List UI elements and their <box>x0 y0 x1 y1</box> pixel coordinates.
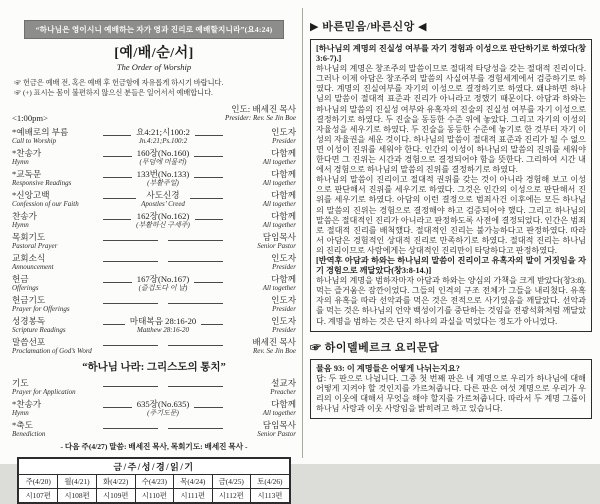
item-role-en: Senior Pastor <box>257 242 296 251</box>
reading-passage: 시107편 <box>18 489 57 504</box>
item-role-en: Presider <box>272 305 296 314</box>
item-role-en: Senior Pastor <box>257 429 296 438</box>
leader-line <box>191 274 226 293</box>
order-item-hymn-1 <box>12 148 296 167</box>
item-content: 162장(No.162) <box>136 211 190 222</box>
leader-line <box>187 190 226 209</box>
leader-line <box>165 420 226 439</box>
item-content: 사도신경 <box>146 190 180 201</box>
doctrine-text-box <box>310 39 592 332</box>
item-label-en: Call to Worship <box>12 137 57 146</box>
leader-line <box>100 232 161 251</box>
item-role: 다함께 <box>271 169 296 180</box>
order-item-scripture-readings <box>12 316 296 335</box>
item-role-en: All together <box>262 221 296 230</box>
presider-english: Presider: Rev. Se Jin Boe <box>225 114 296 123</box>
doctrine-paragraph-1: 하나님의 계명은 창조주의 말씀이므로 절대적 타당성을 갖는 절대적 진리이다. 그러나 이제 아담은 창조주의 말씀의 사실여부를 경험세계에서 검증하기로 하였다. 계명의 진실여부를 자기의 이성으로 결정하기로 하였다. 왜냐하면 하나님의 말씀이 절대적 표준과 진리가 아니라고 정했기 때문이다. 아담과 하와는 하나님의 말씀의 진실성 여부와 유혹자의 진술의 진실성 여부를 자기 이성으로 결정하기로 하였다. 두 진술을 동등한 수준 위에 놓았다. 그리고 자기의 이성의 자율성을 세우기로 하였다. 두 진술을 동등한 수준에 놓기로 한 것부터 자기 이성의 자율권을 세운 것이다. 하나님의 말씀이 절대적 표준과 진리가 될 수 없으면 이성이 진위를 세워야 한다. 인간의 이성이 하나님의 말씀의 진위를 세워야 한다면 그 진위는 시간과 경험으로 결정되어야 함을 뜻한다. 그리하여 시간 내에서 경험으로 하나님의 말씀의 진위를 결정하기로 하였다. <box>316 64 586 175</box>
item-role: 배세진 목사 <box>252 337 296 348</box>
leader-line <box>100 211 134 230</box>
item-role: 인도자 <box>271 253 296 264</box>
leader-line <box>100 148 135 167</box>
item-content: 마태복음 28:16-20 <box>129 316 197 327</box>
item-role: 인도자 <box>271 316 296 327</box>
item-role: 다함께 <box>271 190 296 201</box>
reading-day: 주(4/20) <box>18 475 57 489</box>
note-line: ☞ 헌금은 예배 전, 혹은 예배 후 헌금함에 자유롭게 하시기 바랍니다. <box>14 79 224 87</box>
reading-day: 월(4/21) <box>58 475 97 489</box>
doctrine-paragraph-2: 하나님의 말씀이 진리이고 절대적 권위를 갖는 것이 아니라 경험해 보고 이성으로 판단해서 진위를 세우기로 하였다. 그것은 인간의 이성으로 판단해서 진위를 세우기로 하였다. 아담의 이런 결정으로 범죄사건 이후에는 모든 하나님의 말씀의 진위는 경험으로 결정해야 하고 검증되어야 했다. 그리고 하나님의 말씀은 절대적인 진리가 아니라고 판정하도록 사전에 결정되었다. 인간은 범죄로 절대적 진리를 배척했다. 절대적인 진리는 불가능하다고 판정하였다. 따라서 아담은 경험적인 상대적 진리로 만족하기로 하였다. 절대적 진리는 하나님의 진리이므로 사람에게는 상대적인 진리만이 타당하다고 판정하였다. <box>316 175 586 255</box>
doctrine-column <box>310 18 592 419</box>
item-role-en: All together <box>262 200 296 209</box>
order-item-announcement <box>12 253 296 272</box>
item-label-en: Scripture Readings <box>12 326 66 335</box>
item-content-en: Matthew 28:16-20 <box>137 326 189 335</box>
item-label: 목회기도 <box>12 232 46 243</box>
item-label: 기도 <box>12 377 29 388</box>
reading-day: 토(4/26) <box>251 475 290 489</box>
leader-line <box>191 399 226 418</box>
item-role-en: All together <box>262 179 296 188</box>
reading-passage: 시108편 <box>58 489 97 504</box>
item-label: 헌금기도 <box>12 295 46 306</box>
item-label-en: Announcement <box>12 263 54 272</box>
item-role: 담임목사 <box>262 232 296 243</box>
item-role: 다함께 <box>271 274 296 285</box>
order-item-responsive-readings <box>12 169 296 188</box>
item-content-en: (부활하신 구세주) <box>136 221 190 230</box>
leader-line <box>100 190 139 209</box>
weekly-bible-reading-table <box>17 457 291 504</box>
order-of-worship-column <box>10 20 298 504</box>
leader-line <box>198 316 226 335</box>
item-role-en: Presider <box>272 263 296 272</box>
item-label-en: Prayer for Offerings <box>12 305 70 314</box>
reading-passage: 시113편 <box>251 489 290 504</box>
item-content-en: Apostles’ Creed <box>141 200 185 209</box>
item-content: 요4:21;시100:2 <box>136 127 190 138</box>
leader-line <box>100 169 135 188</box>
item-content-en: (무덤에 머물러) <box>139 158 187 167</box>
reading-passage: 시109편 <box>96 489 135 504</box>
order-item-hymn-3 <box>12 399 296 418</box>
item-label: *찬송가 <box>12 398 42 409</box>
item-role: 다함께 <box>271 211 296 222</box>
leader-line <box>165 253 226 272</box>
reading-passage: 시111편 <box>174 489 212 504</box>
order-item-proclamation <box>12 337 296 356</box>
item-label-en: Hymn <box>12 221 29 230</box>
leader-line <box>165 295 226 314</box>
reading-day: 수(4/23) <box>135 475 173 489</box>
leader-line <box>100 399 135 418</box>
item-content: 635장(No.635) <box>136 398 190 409</box>
item-role: 다함께 <box>271 148 296 159</box>
item-content-en: (즐겁도다 이 날) <box>138 284 188 293</box>
leader-line <box>192 127 226 146</box>
leader-line <box>100 420 161 439</box>
item-content: 133번(No.133) <box>136 169 190 180</box>
item-label-en: Responsive Readings <box>12 179 72 188</box>
next-week-notice: - 다음 주(4/27) 말씀: 배세진 목사, 목회기도: 배세진 목사 - <box>60 442 248 452</box>
order-item-offering-prayer <box>12 295 296 314</box>
item-label: *신앙고백 <box>12 190 50 201</box>
item-label: *예배로의 부름 <box>12 127 69 138</box>
page-title-english: The Order of Worship <box>116 62 192 72</box>
presider-info <box>225 104 296 123</box>
catechism-question: 물음 93: 이 계명들은 어떻게 나뉘는지요? <box>316 363 460 373</box>
leader-line <box>165 337 226 356</box>
order-item-hymn-2 <box>12 211 296 230</box>
item-role: 인도자 <box>271 127 296 138</box>
item-label-en: Pastoral Prayer <box>12 242 58 251</box>
item-role-en: Preacher <box>270 387 296 396</box>
doctrine-section-title: ▶ 바른믿음/바른신앙 ◀ <box>310 21 427 33</box>
column-divider <box>302 8 303 458</box>
item-role-en: All together <box>262 158 296 167</box>
leader-line <box>191 169 226 188</box>
item-content-en: Jn.4:21;Ps.100:2 <box>138 137 188 146</box>
order-item-offerings <box>12 274 296 293</box>
presider-korean: 인도: 배세진 목사 <box>231 104 296 115</box>
item-role: 담임목사 <box>262 419 296 430</box>
catechism-box <box>310 359 592 419</box>
doctrine-heading-2: [반역후 아담과 하와는 하나님의 말씀이 진리이고 유혹자의 말이 거짓임을 자기 경험으로 깨달았다(창3:8-14.)] <box>316 255 586 276</box>
item-content: 160장(No.160) <box>136 148 190 159</box>
item-label: 말씀선포 <box>12 337 46 348</box>
catechism-answer: 답: 두 판으로 나뉩니다. 그중 첫 번째 판은 네 계명으로 우리가 하나님에 대해 어떻게 지켜야 할 것인지를 가르쳐줍니다. 다른 판은 여섯 계명으로 우리가 우리의 이웃에 대해서 무엇을 해야 할지를 가르쳐줍니다. 따라서 두 계명 그룹이 하나님 사랑과 이웃 사랑임을 밝히려고 하고 있습니다. <box>316 373 586 413</box>
doctrine-heading-1: [하나님의 계명의 진실성 여부를 자기 경험과 이성으로 판단하기로 하였다(창3:6-7).] <box>316 44 586 64</box>
item-label-en: Confession of our Faith <box>12 200 79 209</box>
item-label-en: Prayer for Application <box>12 387 76 396</box>
leader-line <box>191 148 226 167</box>
item-label: 교회소식 <box>12 253 46 264</box>
order-item-benediction <box>12 420 296 439</box>
item-label: 성경봉독 <box>12 316 46 327</box>
item-label: 찬송가 <box>12 211 37 222</box>
order-item-pastoral-prayer <box>12 232 296 251</box>
doctrine-paragraph-3: 하나님의 계명을 범하자마자 아담과 하와는 양심의 가책을 크게 받았다(창3:8). 먹는 즐거움은 잠깐이었다. 그들의 인격의 구조 전체가 그들을 내리쳤다. 유혹자의 유혹을 따라 선악과를 먹은 것은 전적으로 사기였음을 깨달았다. 선악과를 먹는 것은 하나님의 언약 백성이기를 중단하는 것임을 전광석화처럼 깨달았다. 계명을 범하는 것은 단지 하나의 과실을 먹었다는 정도가 아니었다. <box>316 276 586 326</box>
item-label-en: Proclamation of God’s Word <box>12 347 92 356</box>
catechism-section-title: ☞ 하이델베르크 요리문답 <box>310 341 440 354</box>
leader-line <box>165 232 226 251</box>
item-role: 설교자 <box>271 377 296 388</box>
reading-table-title: 금/주/성/경/읽/기 <box>18 458 290 475</box>
reading-passage: 시110편 <box>135 489 173 504</box>
item-role-en: Presider <box>272 137 296 146</box>
reading-day: 화(4/22) <box>96 475 135 489</box>
reading-table-days-row <box>18 475 290 489</box>
item-label: *찬송가 <box>12 148 42 159</box>
reading-table-passages-row <box>18 489 290 504</box>
page-title: [예/배/순/서] <box>114 46 194 61</box>
item-label-en: Offerings <box>12 284 39 293</box>
service-time: <1:00pm> <box>12 113 48 124</box>
leader-line <box>100 316 128 335</box>
leader-line <box>100 274 135 293</box>
reading-passage: 시112편 <box>212 489 250 504</box>
leader-line <box>100 337 161 356</box>
item-role-en: Rev. Se Jin Boe <box>252 347 296 356</box>
verse-banner: “하나님은 영이시니 예배하는 자가 영과 진리로 예배할지니라”(요4:24) <box>24 20 284 39</box>
order-item-confession <box>12 190 296 209</box>
bulletin-notes <box>14 78 294 98</box>
leader-line <box>100 378 161 397</box>
order-item-application-prayer <box>12 378 296 397</box>
item-role: 인도자 <box>271 295 296 306</box>
item-role-en: All together <box>262 284 296 293</box>
item-content-en: (주기도문) <box>147 408 179 417</box>
item-label-en: Benediction <box>12 429 46 438</box>
reading-day: 금(4/25) <box>212 475 250 489</box>
item-label: *교독문 <box>12 169 42 180</box>
order-item-call-to-worship <box>12 127 296 146</box>
item-content-en: (부활주일) <box>147 179 179 188</box>
leader-line <box>192 211 226 230</box>
item-role-en: All together <box>262 408 296 417</box>
item-label-en: Hymn <box>12 158 29 167</box>
item-content: 167장(No.167) <box>136 274 190 285</box>
item-label: 헌금 <box>12 274 29 285</box>
item-role-en: Presider <box>272 326 296 335</box>
leader-line <box>100 295 161 314</box>
reading-day: 목(4/24) <box>174 475 212 489</box>
service-time-row <box>12 104 296 123</box>
item-role: 다함께 <box>271 398 296 409</box>
item-label-en: Hymn <box>12 408 29 417</box>
leader-line <box>165 378 226 397</box>
leader-line <box>100 127 134 146</box>
sermon-title: “하나님 나라: 그리스도의 통치” <box>82 361 226 373</box>
item-label: *축도 <box>12 419 33 430</box>
leader-line <box>100 253 161 272</box>
note-line: ☞ (+) 표시는 몸이 불편하지 않으신 분들은 일어서서 예배합니다. <box>14 89 213 98</box>
